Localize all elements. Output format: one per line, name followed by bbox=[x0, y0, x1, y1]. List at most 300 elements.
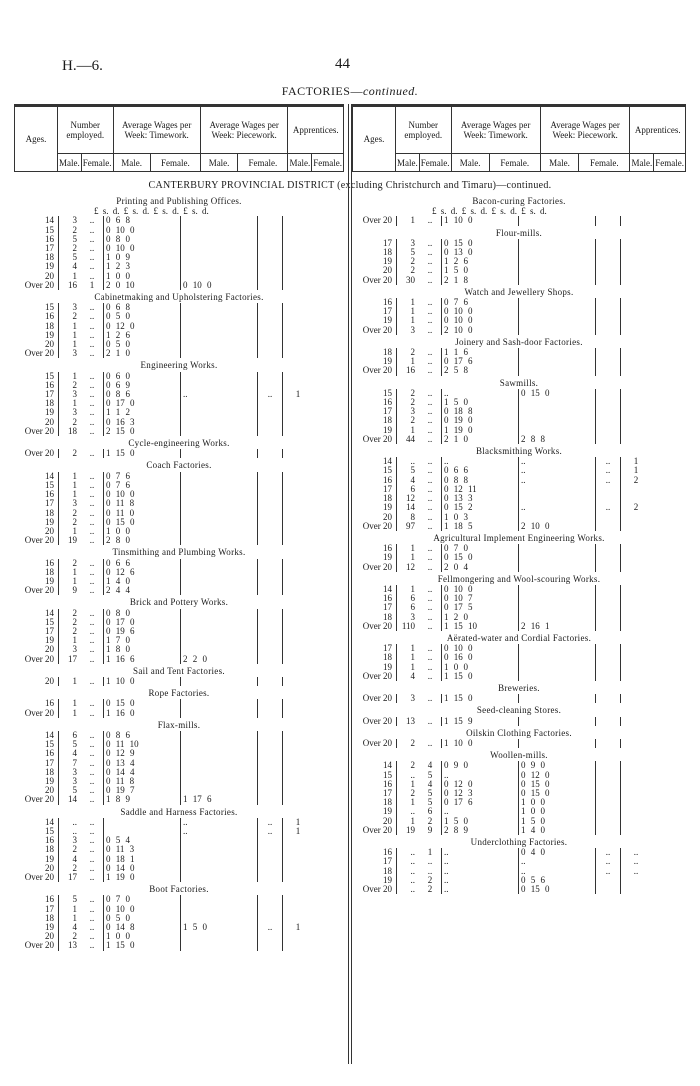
table-row bbox=[352, 513, 651, 522]
table-cell: 19 bbox=[14, 408, 59, 417]
table-cell: .. bbox=[81, 677, 104, 686]
industry-title: Engineering Works. bbox=[140, 360, 218, 371]
table-cell bbox=[596, 739, 621, 748]
table-cell bbox=[258, 749, 283, 758]
table-cell: 1 19 0 bbox=[104, 873, 181, 882]
industry-title: Bacon-curing Factories. bbox=[472, 196, 566, 206]
table-cell: .. bbox=[419, 485, 442, 494]
table-cell: 2 bbox=[72, 225, 77, 235]
table-cell: 0 11 3 bbox=[104, 845, 181, 854]
table-cell: .. bbox=[410, 807, 415, 817]
table-row bbox=[352, 216, 651, 225]
industry-title: Flour-mills. bbox=[495, 227, 543, 238]
table-cell: 19 bbox=[352, 257, 397, 266]
table-cell bbox=[596, 307, 621, 316]
table-cell: .. bbox=[419, 644, 442, 653]
table-cell bbox=[283, 331, 314, 340]
table-row bbox=[352, 789, 651, 798]
industry-title: Watch and Jewellery Shops. bbox=[464, 286, 574, 297]
table-cell bbox=[519, 407, 596, 416]
table-cell: 16 bbox=[352, 848, 397, 857]
table-cell: 1 bbox=[72, 567, 77, 577]
table-cell bbox=[258, 449, 283, 458]
table-cell bbox=[621, 885, 652, 894]
table-cell: .. bbox=[81, 226, 104, 235]
table-cell: 3 bbox=[72, 776, 77, 786]
table-cell: 18 bbox=[352, 494, 397, 503]
table-cell: 1 bbox=[633, 466, 639, 476]
table-cell: .. bbox=[442, 848, 519, 857]
industry-title: Sawmills. bbox=[499, 377, 539, 388]
table-cell: .. bbox=[419, 653, 442, 662]
table-cell: 1 bbox=[410, 553, 415, 563]
table-cell bbox=[596, 780, 621, 789]
table-cell: 0 12 3 bbox=[442, 789, 519, 798]
table-cell: .. bbox=[410, 457, 415, 467]
table-cell: 19 bbox=[14, 518, 59, 527]
table-cell bbox=[258, 577, 283, 586]
table-cell bbox=[621, 613, 652, 622]
table-cell: .. bbox=[81, 481, 104, 490]
table-cell: 16 bbox=[14, 381, 59, 390]
table-row bbox=[352, 848, 651, 857]
table-cell: 17 bbox=[352, 239, 397, 248]
industry-title: Aërated-water and Cordial Factories. bbox=[446, 632, 592, 643]
table-row bbox=[352, 857, 651, 866]
table-cell bbox=[596, 585, 621, 594]
table-cell bbox=[181, 836, 258, 845]
table-cell: 16 bbox=[406, 366, 415, 376]
table-cell bbox=[519, 257, 596, 266]
table-cell bbox=[283, 914, 314, 923]
table-cell bbox=[258, 914, 283, 923]
table-row bbox=[352, 366, 651, 375]
table-cell: 3 bbox=[410, 325, 415, 335]
table-cell: 19 bbox=[352, 553, 397, 562]
table-cell: Over 20 bbox=[352, 694, 397, 703]
table-cell: 0 15 0 bbox=[104, 518, 181, 527]
table-row bbox=[352, 435, 651, 444]
table-cell: 14 bbox=[14, 818, 59, 827]
table-cell bbox=[258, 731, 283, 740]
table-cell bbox=[258, 427, 283, 436]
table-cell: 19 bbox=[352, 426, 397, 435]
table-cell: 19 bbox=[352, 357, 397, 366]
industry-table bbox=[14, 372, 313, 436]
table-cell bbox=[621, 761, 652, 770]
industry-title: Sail and Tent Factories. bbox=[133, 665, 225, 676]
table-cell bbox=[596, 266, 621, 275]
table-cell: .. bbox=[81, 390, 104, 399]
table-cell bbox=[283, 226, 314, 235]
table-cell: 15 bbox=[352, 466, 397, 475]
table-cell: .. bbox=[81, 836, 104, 845]
table-cell: .. bbox=[81, 768, 104, 777]
table-row bbox=[14, 905, 313, 914]
table-cell bbox=[519, 366, 596, 375]
table-cell bbox=[621, 717, 652, 726]
table-cell bbox=[181, 609, 258, 618]
table-cell: .. bbox=[419, 563, 442, 572]
table-cell bbox=[621, 266, 652, 275]
industry-table bbox=[14, 699, 313, 717]
table-row bbox=[352, 653, 651, 662]
table-cell: 2 8 9 bbox=[442, 826, 519, 835]
table-cell: 0 11 10 bbox=[104, 740, 181, 749]
table-cell: 0 17 0 bbox=[104, 618, 181, 627]
industry-table bbox=[14, 449, 313, 458]
table-cell: 16 bbox=[68, 280, 77, 290]
table-cell: 2 bbox=[410, 266, 415, 276]
table-cell: 20 bbox=[14, 340, 59, 349]
table-cell: .. bbox=[419, 216, 442, 225]
table-row bbox=[352, 389, 651, 398]
table-cell bbox=[596, 622, 621, 631]
table-cell: 2 bbox=[410, 761, 415, 771]
table-cell: .. bbox=[81, 559, 104, 568]
table-cell: 0 8 0 bbox=[104, 609, 181, 618]
table-cell: 1 bbox=[295, 923, 301, 933]
table-cell: 0 13 0 bbox=[442, 248, 519, 257]
table-cell bbox=[519, 653, 596, 662]
table-cell bbox=[181, 577, 258, 586]
table-cell: .. bbox=[81, 490, 104, 499]
table-cell: 3 bbox=[72, 303, 77, 313]
table-row bbox=[14, 709, 313, 718]
table-row bbox=[14, 677, 313, 686]
table-cell: 1 bbox=[410, 298, 415, 308]
table-row bbox=[352, 585, 651, 594]
table-cell: 14 bbox=[14, 731, 59, 740]
table-row bbox=[352, 867, 651, 876]
table-cell: .. bbox=[633, 866, 639, 876]
table-cell: .. bbox=[81, 244, 104, 253]
table-cell: .. bbox=[81, 272, 104, 281]
table-row bbox=[14, 699, 313, 708]
table-cell: 1 8 9 bbox=[104, 795, 181, 804]
table-cell bbox=[519, 594, 596, 603]
table-cell bbox=[519, 585, 596, 594]
table-cell: 0 12 0 bbox=[442, 780, 519, 789]
table-cell bbox=[621, 826, 652, 835]
table-cell bbox=[519, 663, 596, 672]
table-cell: 97 bbox=[406, 521, 415, 531]
table-cell: .. bbox=[419, 867, 442, 876]
table-cell: 1 bbox=[633, 457, 639, 467]
table-cell: 1 bbox=[72, 636, 77, 646]
table-cell: 0 10 0 bbox=[442, 644, 519, 653]
table-cell: Over 20 bbox=[352, 216, 397, 225]
table-cell bbox=[181, 731, 258, 740]
table-cell bbox=[181, 586, 258, 595]
table-cell bbox=[181, 740, 258, 749]
table-cell bbox=[519, 307, 596, 316]
table-cell bbox=[621, 398, 652, 407]
table-cell: 1 bbox=[410, 216, 415, 226]
table-cell bbox=[621, 494, 652, 503]
table-cell: 0 15 0 bbox=[519, 789, 596, 798]
table-cell: 18 bbox=[352, 416, 397, 425]
table-cell: 1 bbox=[410, 307, 415, 317]
table-cell: 1 5 0 bbox=[442, 817, 519, 826]
table-cell: 0 4 0 bbox=[519, 848, 596, 857]
table-cell bbox=[596, 653, 621, 662]
table-cell: .. bbox=[81, 932, 104, 941]
table-cell bbox=[596, 276, 621, 285]
table-cell bbox=[258, 677, 283, 686]
table-cell: Over 20 bbox=[352, 326, 397, 335]
table-cell bbox=[596, 485, 621, 494]
table-row bbox=[14, 399, 313, 408]
right-column-tables bbox=[352, 194, 686, 894]
table-cell: 2 bbox=[633, 503, 639, 513]
table-cell: .. bbox=[81, 786, 104, 795]
table-cell bbox=[181, 312, 258, 321]
industry-title: Joinery and Sash-door Factories. bbox=[455, 336, 583, 347]
table-cell: .. bbox=[596, 457, 621, 466]
industry-table bbox=[14, 609, 313, 664]
table-cell: 15 bbox=[14, 618, 59, 627]
table-cell: 17 bbox=[352, 603, 397, 612]
table-cell bbox=[181, 618, 258, 627]
table-cell: .. bbox=[596, 867, 621, 876]
table-cell bbox=[258, 627, 283, 636]
table-cell: 6 bbox=[410, 594, 415, 604]
table-cell: .. bbox=[81, 349, 104, 358]
table-cell bbox=[181, 568, 258, 577]
industry-table bbox=[14, 559, 313, 596]
table-cell bbox=[519, 348, 596, 357]
table-cell: 0 13 3 bbox=[442, 494, 519, 503]
table-cell: 16 bbox=[352, 476, 397, 485]
table-cell: .. bbox=[81, 627, 104, 636]
table-cell bbox=[181, 559, 258, 568]
table-cell: .. bbox=[419, 435, 442, 444]
table-cell: 17 bbox=[352, 789, 397, 798]
table-cell bbox=[519, 266, 596, 275]
table-cell: .. bbox=[419, 739, 442, 748]
table-cell: 1 2 6 bbox=[442, 257, 519, 266]
table-cell: Over 20 bbox=[352, 622, 397, 631]
table-cell: 3 bbox=[72, 499, 77, 509]
table-cell: 17 bbox=[68, 873, 77, 883]
table-cell: 1 10 0 bbox=[104, 677, 181, 686]
table-cell: .. bbox=[81, 655, 104, 664]
table-cell: .. bbox=[81, 381, 104, 390]
table-cell: 0 6 6 bbox=[442, 466, 519, 475]
table-cell: .. bbox=[81, 818, 104, 827]
table-cell: 14 bbox=[14, 609, 59, 618]
table-cell: .. bbox=[442, 389, 519, 398]
table-cell: .. bbox=[81, 216, 104, 225]
table-cell bbox=[283, 490, 314, 499]
table-cell: 2 bbox=[72, 312, 77, 322]
table-cell bbox=[596, 807, 621, 816]
table-cell: 0 10 0 bbox=[442, 307, 519, 316]
table-cell: 2 bbox=[410, 398, 415, 408]
table-cell: 5 bbox=[72, 786, 77, 796]
table-cell: 18 bbox=[14, 399, 59, 408]
table-row bbox=[14, 499, 313, 508]
table-cell bbox=[258, 759, 283, 768]
table-cell bbox=[258, 509, 283, 518]
table-row bbox=[352, 503, 651, 512]
table-row bbox=[352, 426, 651, 435]
table-cell: 2 1 0 bbox=[442, 435, 519, 444]
table-cell: 16 bbox=[352, 298, 397, 307]
table-cell: .. bbox=[81, 472, 104, 481]
table-cell: 18 bbox=[14, 568, 59, 577]
table-cell: 0 18 1 bbox=[104, 855, 181, 864]
table-cell: .. bbox=[181, 818, 258, 827]
table-row bbox=[14, 536, 313, 545]
table-cell bbox=[181, 749, 258, 758]
table-cell bbox=[621, 563, 652, 572]
table-cell: 1 bbox=[72, 676, 77, 686]
table-cell: .. bbox=[410, 770, 415, 780]
table-row bbox=[14, 586, 313, 595]
table-cell: Over 20 bbox=[352, 276, 397, 285]
table-cell: 0 19 0 bbox=[442, 416, 519, 425]
table-cell: .. bbox=[81, 609, 104, 618]
table-row bbox=[352, 613, 651, 622]
table-cell bbox=[283, 253, 314, 262]
table-cell bbox=[519, 248, 596, 257]
table-cell: 2 bbox=[419, 876, 442, 885]
table-cell: 5 bbox=[410, 466, 415, 476]
table-cell bbox=[283, 340, 314, 349]
table-cell: 4 bbox=[410, 475, 415, 485]
table-cell: 2 bbox=[410, 788, 415, 798]
table-cell bbox=[181, 399, 258, 408]
table-cell bbox=[621, 553, 652, 562]
table-row bbox=[14, 372, 313, 381]
table-cell: .. bbox=[258, 923, 283, 932]
table-cell: .. bbox=[519, 476, 596, 485]
industry-title: Brick and Pottery Works. bbox=[129, 597, 229, 608]
table-cell bbox=[596, 398, 621, 407]
table-cell bbox=[621, 798, 652, 807]
table-cell: 1 bbox=[72, 913, 77, 923]
page-number: 44 bbox=[335, 56, 350, 72]
table-cell bbox=[258, 349, 283, 358]
table-row bbox=[14, 873, 313, 882]
table-cell: .. bbox=[81, 759, 104, 768]
table-cell: Over 20 bbox=[14, 873, 59, 882]
table-cell bbox=[258, 381, 283, 390]
table-cell bbox=[596, 694, 621, 703]
table-cell: .. bbox=[519, 503, 596, 512]
table-cell bbox=[258, 740, 283, 749]
table-cell: 3 bbox=[72, 390, 77, 400]
table-row bbox=[14, 262, 313, 271]
table-row bbox=[352, 457, 651, 466]
table-cell bbox=[181, 768, 258, 777]
table-cell bbox=[283, 895, 314, 904]
table-cell: 0 8 6 bbox=[104, 390, 181, 399]
table-cell: .. bbox=[419, 857, 442, 866]
industry-title: Woollen-mills. bbox=[490, 750, 548, 761]
table-cell bbox=[621, 485, 652, 494]
table-cell: 0 12 9 bbox=[104, 749, 181, 758]
table-cell: .. bbox=[419, 348, 442, 357]
table-cell: .. bbox=[419, 316, 442, 325]
industry-title: Flax-mills. bbox=[157, 719, 201, 730]
table-cell: 0 12 11 bbox=[442, 485, 519, 494]
table-cell: .. bbox=[81, 577, 104, 586]
table-cell bbox=[283, 536, 314, 545]
table-cell bbox=[519, 644, 596, 653]
table-cell: Over 20 bbox=[352, 563, 397, 572]
table-row bbox=[14, 490, 313, 499]
table-cell: 20 bbox=[14, 272, 59, 281]
table-cell: .. bbox=[81, 855, 104, 864]
table-cell: 4 bbox=[72, 923, 77, 933]
table-cell bbox=[283, 768, 314, 777]
table-cell bbox=[181, 536, 258, 545]
table-cell: 2 bbox=[410, 257, 415, 267]
table-cell: 110 bbox=[401, 621, 415, 631]
table-cell bbox=[519, 239, 596, 248]
table-cell: 1 bbox=[295, 827, 301, 836]
table-cell bbox=[519, 216, 596, 225]
table-cell: 0 6 8 bbox=[104, 216, 181, 225]
table-cell: 16 bbox=[14, 895, 59, 904]
table-row bbox=[352, 398, 651, 407]
table-cell: 2 bbox=[633, 475, 639, 485]
table-cell: 2 10 0 bbox=[442, 326, 519, 335]
table-cell: 3 bbox=[410, 407, 415, 417]
table-cell: 2 bbox=[410, 388, 415, 398]
table-cell: .. bbox=[258, 390, 283, 399]
table-cell: 0 5 0 bbox=[104, 340, 181, 349]
table-cell: 13 bbox=[68, 941, 77, 951]
table-cell: 17 bbox=[14, 244, 59, 253]
table-cell bbox=[258, 312, 283, 321]
table-cell: .. bbox=[419, 298, 442, 307]
table-cell bbox=[181, 873, 258, 882]
table-cell bbox=[258, 709, 283, 718]
table-cell: 1 bbox=[410, 316, 415, 326]
table-cell bbox=[596, 817, 621, 826]
table-cell bbox=[596, 416, 621, 425]
table-cell: .. bbox=[419, 544, 442, 553]
table-cell: .. bbox=[419, 585, 442, 594]
table-cell bbox=[181, 509, 258, 518]
table-cell: 19 bbox=[352, 503, 397, 512]
table-cell bbox=[621, 435, 652, 444]
table-cell: 17 bbox=[352, 407, 397, 416]
table-cell: .. bbox=[419, 663, 442, 672]
table-cell: 18 bbox=[14, 509, 59, 518]
table-cell: 0 11 0 bbox=[104, 509, 181, 518]
table-row bbox=[14, 449, 313, 458]
table-row bbox=[14, 836, 313, 845]
table-cell bbox=[181, 645, 258, 654]
table-cell: 1 bbox=[419, 848, 442, 857]
table-cell bbox=[181, 272, 258, 281]
table-row bbox=[14, 253, 313, 262]
table-cell: 12 bbox=[406, 562, 415, 572]
table-row bbox=[352, 717, 651, 726]
table-cell bbox=[621, 513, 652, 522]
table-cell bbox=[258, 235, 283, 244]
table-cell: Over 20 bbox=[352, 435, 397, 444]
table-cell: 3 bbox=[72, 216, 77, 226]
table-cell: .. bbox=[419, 553, 442, 562]
table-cell bbox=[621, 789, 652, 798]
table-cell: 0 15 0 bbox=[104, 699, 181, 708]
